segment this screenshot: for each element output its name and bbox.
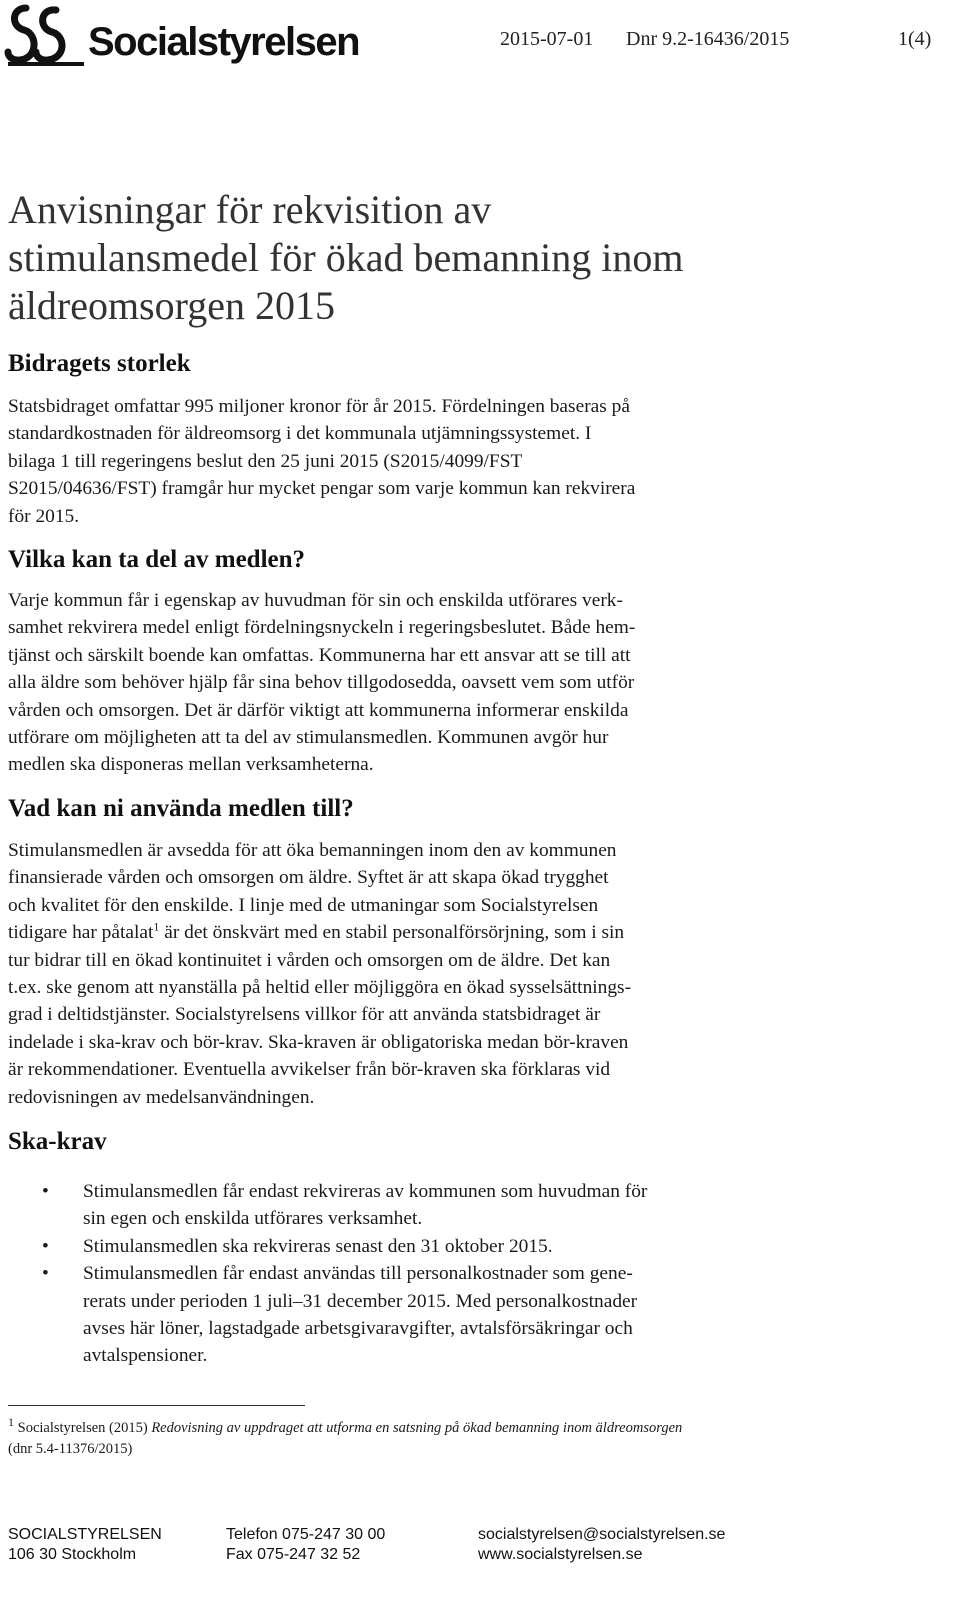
list-item bbox=[8, 1260, 778, 1370]
text-line: finansierade vården och omsorgen om äldre. Syftet är att skapa ökad trygghet bbox=[8, 867, 609, 889]
bullet-icon: • bbox=[42, 1235, 49, 1257]
heading-ska-krav: Ska-krav bbox=[8, 1128, 107, 1155]
ska-krav-list bbox=[8, 1178, 778, 1370]
title-line: stimulansmedel för ökad bemanning inom bbox=[8, 235, 684, 280]
text-line: bilaga 1 till regeringens beslut den 25 juni 2015 (S2015/4099/FST bbox=[8, 450, 523, 472]
logo-mark-icon bbox=[4, 0, 88, 72]
footnote-mark: 1 bbox=[8, 1415, 14, 1430]
document-title bbox=[8, 186, 908, 330]
text-line: samhet rekvirera medel enligt fördelningsnyckeln i regeringsbeslutet. Både hem- bbox=[8, 617, 636, 639]
footer-web-link[interactable]: www.socialstyrelsen.se bbox=[478, 1546, 643, 1563]
text-line: och kvalitet för den enskilde. I linje med de utmaningar som Socialstyrelsen bbox=[8, 894, 599, 916]
document-date: 2015-07-01 bbox=[500, 28, 594, 50]
text-line: medlen ska disponeras mellan verksamheterna. bbox=[8, 754, 374, 776]
footnote-title: Redovisning av uppdraget att utforma en satsning på ökad bemanning inom äldreomsorgen bbox=[151, 1420, 683, 1436]
list-item bbox=[8, 1178, 778, 1233]
text-line: sin egen och enskilda utförares verksamhet. bbox=[83, 1208, 423, 1230]
text-line: utförare om möjligheten att ta del av stimulansmedlen. Kommunen avgör hur bbox=[8, 727, 609, 749]
text-line: tjänst och särskilt boende kan omfattas. Kommunerna har ett ansvar att se till att bbox=[8, 644, 631, 666]
heading-vad-kan-ni-anvanda: Vad kan ni använda medlen till? bbox=[8, 795, 354, 822]
footnote-divider bbox=[8, 1405, 305, 1406]
text-line: rerats under perioden 1 juli–31 december 2015. Med personalkostnader bbox=[83, 1290, 638, 1312]
text-line: alla äldre som behöver hjälp får sina behov tillgodosedda, oavsett vem som utför bbox=[8, 672, 635, 694]
text-line: S2015/04636/FST) framgår hur mycket pengar som varje kommun kan rekvirera bbox=[8, 478, 636, 500]
text-line: indelade i ska-krav och bör-krav. Ska-kraven är obligatoriska medan bör-kraven bbox=[8, 1031, 629, 1053]
text-line: avtalspensioner. bbox=[83, 1345, 208, 1367]
paragraph-vad-kan-ni-anvanda bbox=[8, 837, 768, 1111]
heading-bidragets-storlek: Bidragets storlek bbox=[8, 350, 191, 377]
text-line: grad i deltidstjänster. Socialstyrelsens villkor för att använda statsbidraget är bbox=[8, 1004, 601, 1026]
footnote-author: Socialstyrelsen (2015) bbox=[14, 1420, 152, 1436]
footnote bbox=[8, 1415, 808, 1460]
bullet-icon: • bbox=[42, 1263, 49, 1285]
text-line: Stimulansmedlen är avsedda för att öka bemanningen inom den av kommunen bbox=[8, 840, 617, 861]
text-line: Varje kommun får i egenskap av huvudman för sin och enskilda utförares verk- bbox=[8, 590, 623, 611]
footnote-reference[interactable]: 1 bbox=[153, 919, 160, 934]
text-line: är rekommendationer. Eventuella avvikelser från bör-kraven ska förklaras vid bbox=[8, 1059, 611, 1081]
paragraph-bidragets-storlek bbox=[8, 393, 768, 530]
footer-fax: Fax 075-247 32 52 bbox=[226, 1546, 361, 1563]
footer-phone: Telefon 075-247 30 00 bbox=[226, 1526, 386, 1543]
footnote-line: (dnr 5.4-11376/2015) bbox=[8, 1441, 133, 1457]
text-fragment: är det önskvärt med en stabil personalförsörjning, som i sin bbox=[159, 922, 625, 944]
text-fragment: tidigare har påtalat bbox=[8, 922, 154, 944]
socialstyrelsen-logo bbox=[4, 0, 364, 80]
footer-org: SOCIALSTYRELSEN bbox=[8, 1526, 162, 1543]
text-line: Stimulansmedlen får endast användas till personalkostnader som gene- bbox=[83, 1263, 633, 1285]
paragraph-vilka-kan-ta-del bbox=[8, 587, 768, 779]
footer-email-link[interactable]: socialstyrelsen@socialstyrelsen.se bbox=[478, 1526, 726, 1543]
heading-vilka-kan-ta-del: Vilka kan ta del av medlen? bbox=[8, 546, 306, 573]
bullet-icon: • bbox=[42, 1181, 49, 1202]
logo-wordmark: Socialstyrelsen bbox=[88, 20, 359, 64]
text-line: Stimulansmedlen får endast rekvireras av kommunen som huvudman för bbox=[83, 1181, 648, 1202]
footer-address: 106 30 Stockholm bbox=[8, 1546, 137, 1563]
footnote-line bbox=[8, 1415, 808, 1439]
text-line-with-footnote bbox=[8, 919, 768, 946]
text-line: Stimulansmedlen ska rekvireras senast den 31 oktober 2015. bbox=[83, 1235, 553, 1257]
text-line: Statsbidraget omfattar 995 miljoner kronor för år 2015. Fördelningen baseras på bbox=[8, 396, 630, 417]
page-number: 1(4) bbox=[898, 28, 932, 50]
text-line: för 2015. bbox=[8, 505, 80, 527]
document-dnr: Dnr 9.2-16436/2015 bbox=[626, 28, 790, 50]
text-line: vården och omsorgen. Det är därför viktigt att kommunerna informerar enskilda bbox=[8, 699, 629, 721]
text-line: avses här löner, lagstadgade arbetsgivaravgifter, avtalsförsäkringar och bbox=[83, 1318, 633, 1340]
title-line: Anvisningar för rekvisition av bbox=[8, 187, 492, 232]
list-item bbox=[8, 1233, 778, 1260]
text-line: t.ex. ske genom att nyanställa på heltid eller möjliggöra en ökad sysselsättnings- bbox=[8, 977, 632, 999]
text-line: tur bidrar till en ökad kontinuitet i vården och omsorgen om de äldre. Det kan bbox=[8, 949, 611, 971]
text-line: standardkostnaden för äldreomsorg i det kommunala utjämningssystemet. I bbox=[8, 423, 592, 445]
text-line: redovisningen av medelsanvändningen. bbox=[8, 1086, 315, 1108]
title-line: äldreomsorgen 2015 bbox=[8, 283, 335, 328]
